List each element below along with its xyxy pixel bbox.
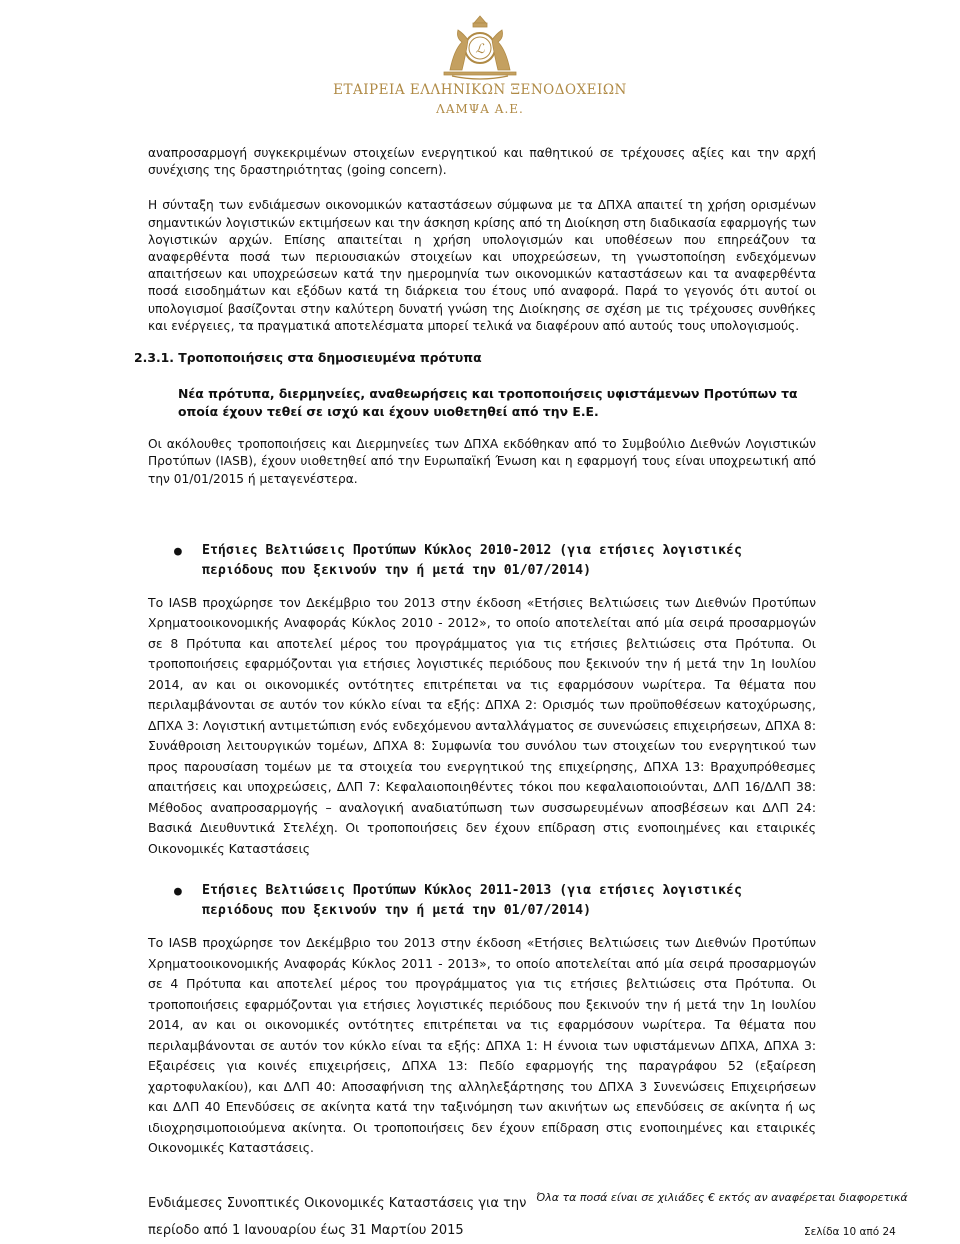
bullet-2-title: Ετήσιες Βελτιώσεις Προτύπων Κύκλος 2011-2013 (για ετήσιες λογιστικές περιόδους που ξεκινούν την ή μετά την 01/07/2014) bbox=[202, 883, 742, 919]
svg-text:ℒ: ℒ bbox=[475, 42, 485, 57]
paragraph-2: Η σύνταξη των ενδιάμεσων οικονομικών καταστάσεων σύμφωνα με τα ΔΠΧΑ απαιτεί τη χρήση ορισμένων σημαντικών λογιστικών εκτιμήσεων και την άσκηση κρίσης από τη Διοίκηση στη διαδικασία εφαρμογής των λογιστικών αρχών. Επίσης απαιτείται η χρήση υπολογισμών και υποθέσεων που επηρεάζουν τα αναφερθέντα ποσά των περιουσιακών στοιχείων και υποχρεώσεων, τη γνωστοποίηση ενδεχόμενων απαιτήσεων και υποχρεώσεων κατά την ημερομηνία των οικονομικών καταστάσεων και τα αναφερθέντα ποσά εισοδημάτων και εξόδων κατά τη διάρκεια του έτους υπό αναφορά. Παρά το γεγονός ότι αυτοί οι υπολογισμοί βασίζονται στην καλύτερη δυνατή γνώση της Διοίκησης σε σχέση με τις τρέχουσες συνθήκες και ενέργειες, τα πραγματικά αποτελέσματα μπορεί τελικά να διαφέρουν από αυτούς τους υπολογισμούς. bbox=[148, 198, 816, 333]
bullet-heading-2 bbox=[148, 881, 816, 921]
hotel-crest-logo bbox=[430, 12, 530, 80]
section-heading: 2.3.1. Τροποποιήσεις στα δημοσιευμένα πρότυπα bbox=[134, 350, 482, 366]
subsection-heading: Νέα πρότυπα, διερμηνείες, αναθεωρήσεις και τροποποιήσεις υφιστάμενων Προτύπων τα οποία έχουν τεθεί σε ισχύ και έχουν υιοθετηθεί από την Ε.Ε. bbox=[178, 386, 798, 419]
footer-title-line2: περίοδο από 1 Ιανουαρίου έως 31 Μαρτίου 2015 bbox=[148, 1223, 464, 1238]
document-body bbox=[134, 145, 816, 1159]
company-subname: ΛΑΜΨΑ Α.Ε. bbox=[436, 102, 524, 116]
company-name: ΕΤΑΙΡΕΙΑ ΕΛΛΗΝΙΚΩΝ ΞΕΝΟΔΟΧΕΙΩΝ bbox=[333, 82, 627, 98]
bullet-icon: ● bbox=[174, 543, 182, 559]
page-header bbox=[0, 0, 960, 125]
bullet-heading-1 bbox=[148, 541, 816, 581]
bullet-1-title: Ετήσιες Βελτιώσεις Προτύπων Κύκλος 2010-2012 (για ετήσιες λογιστικές περιόδους που ξεκινούν την ή μετά την 01/07/2014) bbox=[202, 542, 742, 578]
paragraph-3: Οι ακόλουθες τροποποιήσεις και Διερμηνείες των ΔΠΧΑ εκδόθηκαν από το Συμβούλιο Διεθνών Λογιστικών Προτύπων (IASB), έχουν υιοθετηθεί από την Ευρωπαϊκή Ένωση και η εφαρμογή τους είναι υποχρεωτική από την 01/01/2015 ή μεταγενέστερα. bbox=[148, 437, 816, 486]
bullet-icon: ● bbox=[174, 884, 182, 900]
page-number: Σελίδα 10 από 24 bbox=[804, 1226, 896, 1238]
paragraph-1: αναπροσαρμογή συγκεκριμένων στοιχείων ενεργητικού και παθητικού σε τρέχουσες αξίες και την αρχή συνέχισης της δραστηριότητας (going concern). bbox=[148, 146, 816, 178]
footer-title-line1: Ενδιάμεσες Συνοπτικές Οικονομικές Καταστάσεις για την bbox=[148, 1196, 527, 1211]
bullet-2-body: Το IASB προχώρησε τον Δεκέμβριο του 2013 στην έκδοση «Ετήσιες Βελτιώσεις των Διεθνών Προτύπων Χρηματοοικονομικής Αναφοράς Κύκλος 2011 - 2013», το οποίο αποτελείται από μία σειρά προσαρμογών σε 4 Πρότυπα και αποτελεί μέρος του προγράμματος για τις ετήσιες βελτιώσεις στα Πρότυπα. Οι τροποποιήσεις εφαρμόζονται για ετήσιες λογιστικές περιόδους που ξεκινούν την ή μετά την 1η Ιουλίου 2014, αν και οι οικονομικές οντότητες επιτρέπεται να τις εφαρμόσουν νωρίτερα. Τα θέματα που περιλαμβάνονται σε αυτόν τον κύκλο είναι τα εξής: ΔΠΧΑ 1: Η έννοια των υφιστάμενων ΔΠΧΑ, ΔΠΧΑ 3: Εξαιρέσεις για κοινές επιχειρήσεις, ΔΠΧΑ 13: Πεδίο εφαρμογής της παραγράφου 52 (εξαίρεση χαρτοφυλακίου), και ΔΛΠ 40: Αποσαφήνιση της αλληλεξάρτησης του ΔΠΧΑ 3 Συνενώσεις Επιχειρήσεων και ΔΛΠ 40 Επενδύσεις σε ακίνητα κατά την ταξινόμηση των ακινήτων ως επενδύσεις σε ακίνητα ή ως ιδιοχρησιμοποιούμενα ακίνητα. Οι τροποποιήσεις δεν έχουν επίδραση στις ενοποιημένες και εταιρικές Οικονομικές Καταστάσεις. bbox=[148, 935, 816, 1156]
footer-title bbox=[148, 1190, 526, 1244]
footer-note: Όλα τα ποσά είναι σε χιλιάδες € εκτός αν αναφέρεται διαφορετικά bbox=[536, 1191, 908, 1204]
bullet-1-body: Το IASB προχώρησε τον Δεκέμβριο του 2013 στην έκδοση «Ετήσιες Βελτιώσεις των Διεθνών Προτύπων Χρηματοοικονομικής Αναφοράς Κύκλος 2010 - 2012», το οποίο αποτελείται από μία σειρά προσαρμογών σε 8 Πρότυπα και αποτελεί μέρος του προγράμματος για τις ετήσιες βελτιώσεις στα Πρότυπα. Οι τροποποιήσεις εφαρμόζονται για ετήσιες λογιστικές περιόδους που ξεκινούν την ή μετά την 1η Ιουλίου 2014, αν και οι οικονομικές οντότητες επιτρέπεται να τις εφαρμόσουν νωρίτερα. Τα θέματα που περιλαμβάνονται σε αυτόν τον κύκλο είναι τα εξής: ΔΠΧΑ 2: Ορισμός των προϋποθέσεων κατοχύρωσης, ΔΠΧΑ 3: Λογιστική αντιμετώπιση ενός ενδεχόμενου ανταλλάγματος σε συνενώσεις επιχειρήσεων, ΔΠΧΑ 8: Συνάθροιση λειτουργικών τομέων, ΔΠΧΑ 8: Συμφωνία του συνόλου των στοιχείων του ενεργητικού των προς παρουσίαση τομέων με τα στοιχεία του ενεργητικού της επιχείρησης, ΔΠΧΑ 13: Βραχυπρόθεσμες απαιτήσεις και υποχρεώσεις, ΔΛΠ 7: Κεφαλαιοποιηθέντες τόκοι που κεφαλαιοποιούνται, ΔΛΠ 16/ΔΛΠ 38: Μέθοδος αναπροσαρμογής – αναλογική αναδιατύπωση των συσσωρευμένων αποσβέσεων και ΔΛΠ 24: Βασικά Διευθυντικά Στελέχη. Οι τροποποιήσεις δεν έχουν επίδραση στις ενοποιημένες και εταιρικές Οικονομικές Καταστάσεις bbox=[148, 594, 816, 856]
